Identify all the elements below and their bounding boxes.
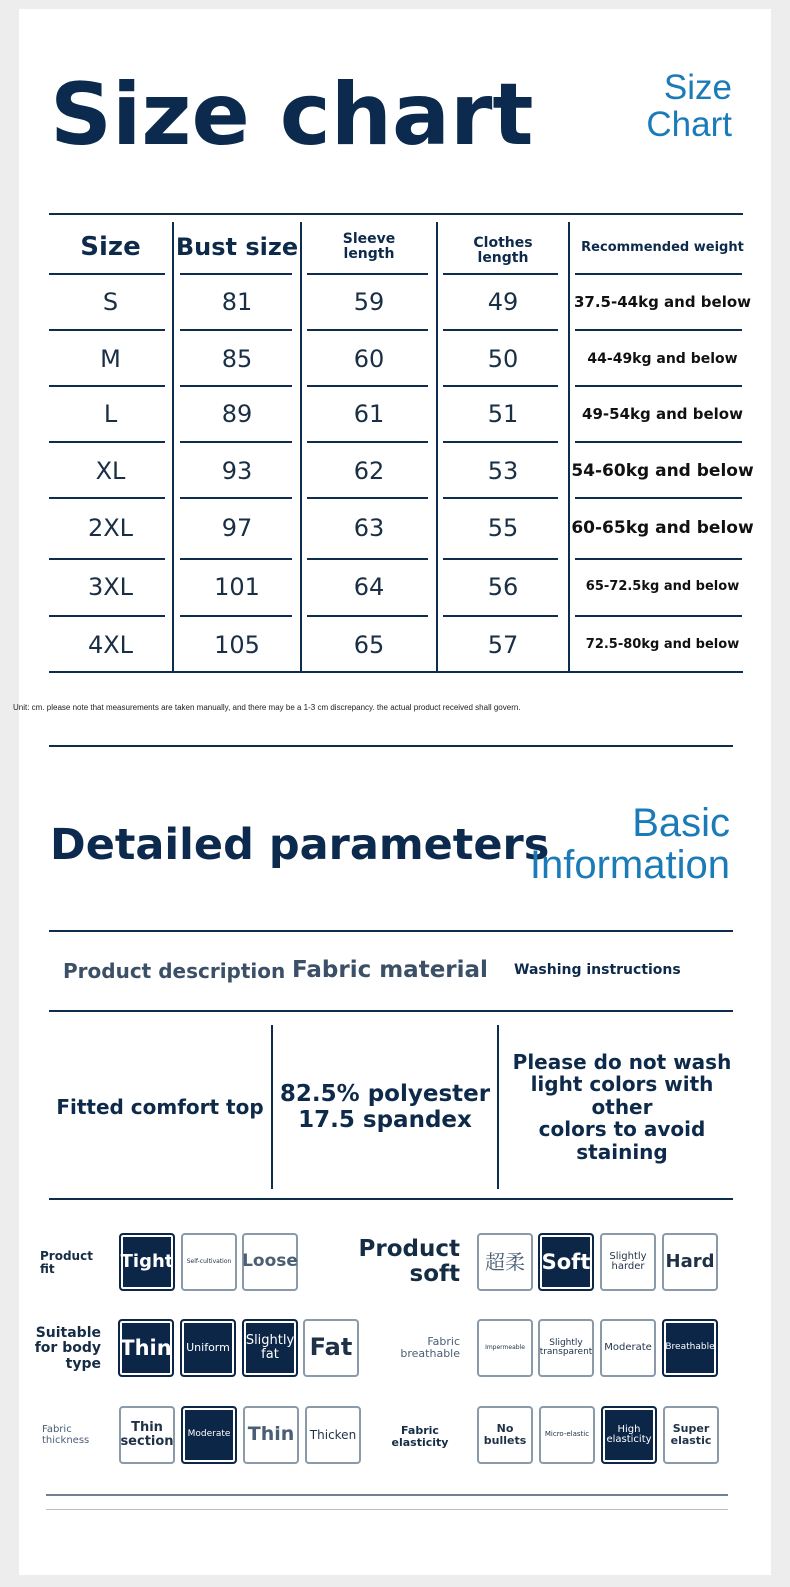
body-option-uniform[interactable]: Uniform [180,1319,236,1377]
header-clothes-length [438,226,568,276]
cell-size: M [100,344,121,373]
cell-sleeve: 64 [353,572,385,601]
label-thickness: Fabric thickness [42,1424,90,1446]
soft-option-ultra-soft[interactable]: 超柔 [477,1233,533,1291]
header-bust: Bust size [175,233,299,261]
footer-divider-1 [46,1494,728,1496]
cell-length: 51 [487,399,519,428]
thickness-option-thicken[interactable]: Thicken [305,1406,361,1464]
details-title: Detailed parameters [50,820,550,870]
soft-option-hard[interactable]: Hard [662,1233,718,1291]
measurement-note: Unit: cm. please note that measurements are taken manually, and there may be a 1-3 cm discrepancy. the actual product received shall govern. [13,703,521,712]
header-recommended-weight: Recommended weight [581,239,744,255]
header-sleeve-line1: Sleeve [342,230,396,247]
label-breathable: Fabric breathable [400,1335,460,1361]
label-product-fit: Product fit [40,1249,93,1277]
cell-sleeve: 63 [353,513,385,542]
washing-value [499,1025,745,1189]
cell-weight: 54-60kg and below [571,460,754,481]
label-body-type: Suitable for body type [34,1325,101,1372]
fabric-value [273,1025,497,1189]
breathable-option-breathable[interactable]: Breathable [662,1319,718,1377]
footer-divider-2 [46,1509,728,1510]
cell-bust: 93 [221,456,253,485]
cell-length: 49 [487,287,519,316]
cell-bust: 89 [221,399,253,428]
cell-length: 53 [487,456,519,485]
col-header-description: Product description [63,959,286,983]
cell-bust: 81 [221,287,253,316]
soft-option-soft[interactable]: Soft [538,1233,594,1291]
cell-sleeve: 65 [353,630,385,659]
size-chart-subtitle-line1: Size [663,68,732,107]
soft-option-slightly-harder[interactable]: Slightly harder [600,1233,656,1291]
details-subtitle [530,802,730,886]
details-subtitle-line2: Information [529,843,730,887]
header-clothes-line2: length [477,250,529,266]
washing-line2: light colors with other [530,1072,714,1119]
header-size: Size [80,232,141,262]
breathable-option-slightly-transparent[interactable]: Slightly transparent [538,1319,594,1377]
cell-weight: 72.5-80kg and below [585,637,740,652]
cell-weight: 37.5-44kg and below [573,292,752,311]
breathable-option-impermeable[interactable]: Impermeable [477,1319,533,1377]
cell-size: S [102,287,119,316]
fit-option-loose[interactable]: Loose [242,1233,298,1291]
cell-length: 56 [487,572,519,601]
fit-option-self-cultivation[interactable]: Self-cultivation [181,1233,237,1291]
header-sleeve-line2: length [343,246,395,262]
header-sleeve [302,222,436,272]
fabric-line1: 82.5% polyester [279,1080,491,1107]
col-header-washing: Washing instructions [514,962,681,978]
col-header-fabric: Fabric material [292,957,488,983]
label-elasticity: Fabric elasticity [391,1424,449,1450]
cell-length: 57 [487,630,519,659]
body-option-slightly-fat[interactable]: Slightly fat [242,1319,298,1377]
cell-weight: 65-72.5kg and below [585,579,740,594]
elasticity-option-high-elasticity[interactable]: High elasticity [601,1406,657,1464]
cell-size: 3XL [87,572,134,601]
thickness-option-thin[interactable]: Thin [243,1406,299,1464]
elasticity-option-super-elastic[interactable]: Super elastic [663,1406,719,1464]
cell-bust: 101 [214,572,260,601]
cell-weight: 60-65kg and below [571,517,754,538]
cell-sleeve: 61 [353,399,385,428]
breathable-option-moderate[interactable]: Moderate [600,1319,656,1377]
label-product-soft: Product soft [358,1236,460,1288]
cell-bust: 97 [221,513,253,542]
header-clothes-line1: Clothes [473,234,533,251]
cell-size: XL [95,456,126,485]
body-option-fat[interactable]: Fat [303,1319,359,1377]
cell-sleeve: 62 [353,456,385,485]
washing-line3: colors to avoid staining [538,1117,706,1164]
size-chart-title: Size chart [50,65,534,165]
cell-size: 2XL [87,513,134,542]
section-divider [49,745,733,747]
body-option-thin[interactable]: Thin [118,1319,174,1377]
size-chart-subtitle [646,70,732,144]
fit-option-tight[interactable]: Tight [119,1233,175,1291]
washing-line1: Please do not wash [512,1050,732,1075]
cell-sleeve: 59 [353,287,385,316]
description-value: Fitted comfort top [56,1095,264,1119]
cell-size: 4XL [87,630,134,659]
elasticity-option-no-bullets[interactable]: No bullets [477,1406,533,1464]
thickness-option-thin-section[interactable]: Thin section [119,1406,175,1464]
cell-size: L [103,399,118,428]
cell-bust: 105 [214,630,260,659]
cell-weight: 49-54kg and below [582,404,743,423]
details-subtitle-line1: Basic [632,801,730,845]
cell-length: 55 [487,513,519,542]
cell-length: 50 [487,344,519,373]
elasticity-option-micro-elastic[interactable]: Micro-elastic [539,1406,595,1464]
cell-bust: 85 [221,344,253,373]
size-chart-subtitle-line2: Chart [646,104,732,144]
cell-sleeve: 60 [353,344,385,373]
fabric-line2: 17.5 spandex [298,1107,472,1133]
cell-weight: 44-49kg and below [587,350,738,367]
thickness-option-moderate[interactable]: Moderate [181,1406,237,1464]
